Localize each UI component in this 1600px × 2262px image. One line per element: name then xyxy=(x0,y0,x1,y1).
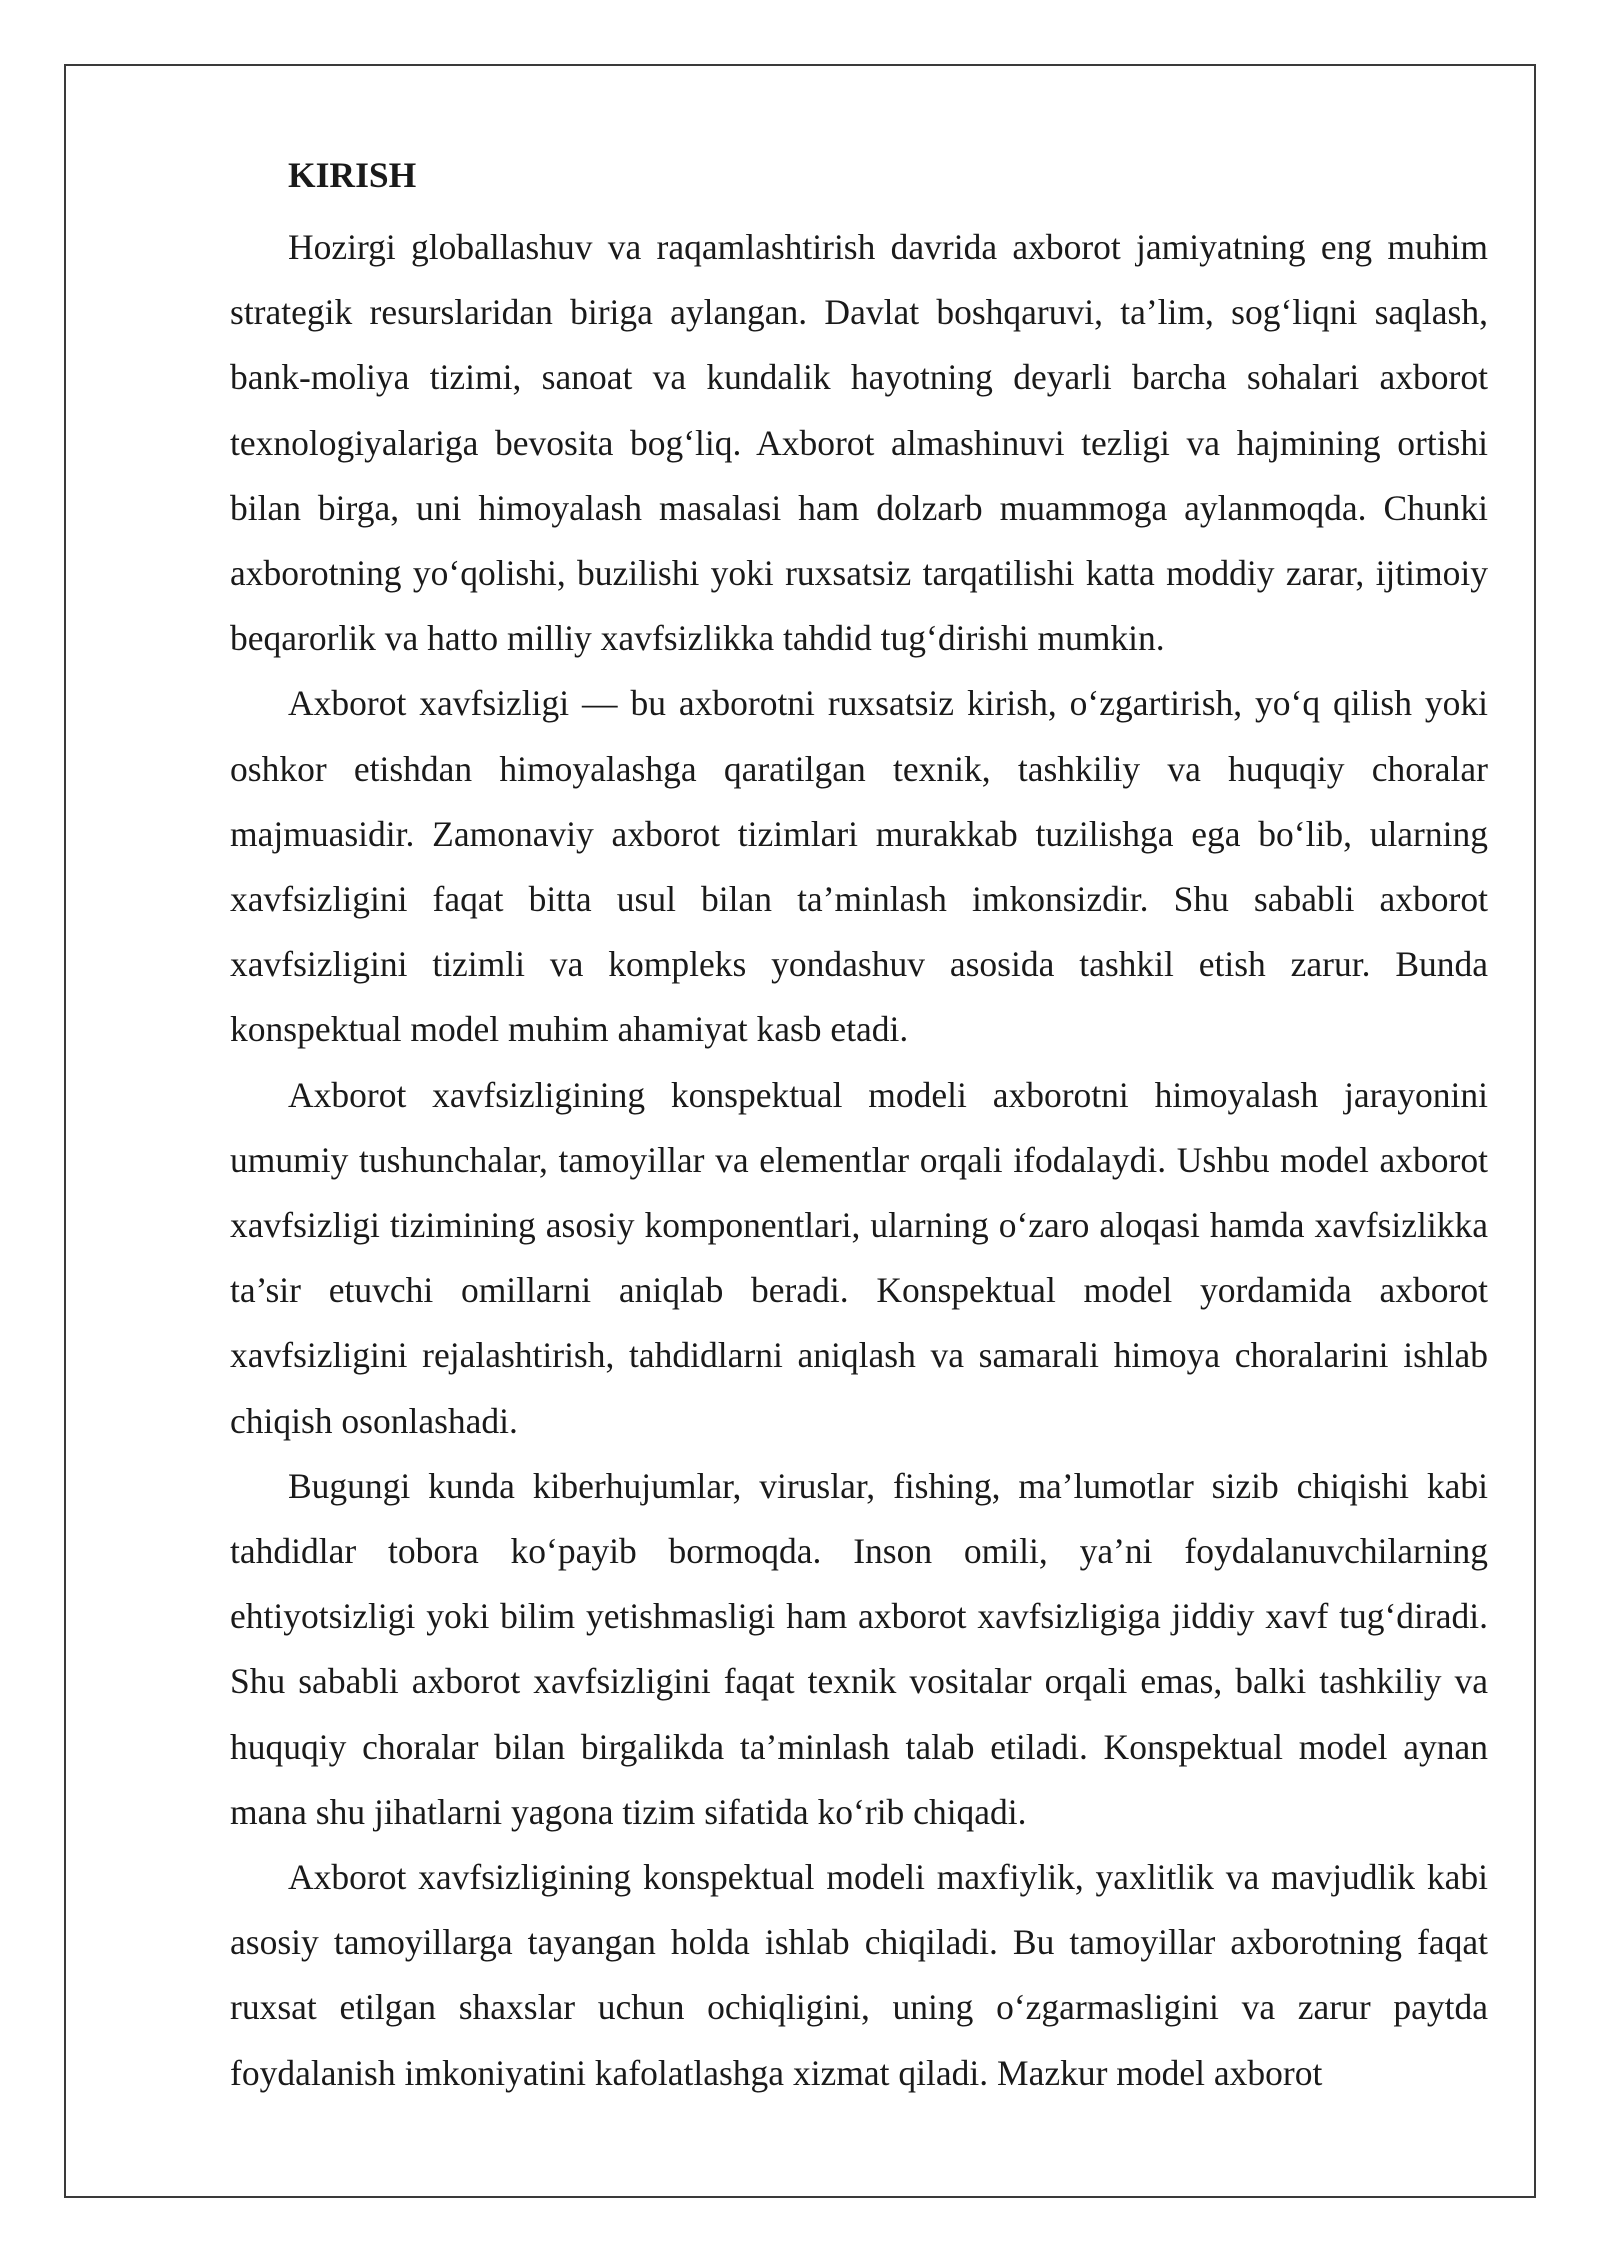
paragraph-1: Hozirgi globallashuv va raqamlashtirish davrida axborot jamiyatning eng muhim strategik resurslaridan biriga aylangan. Davlat boshqaruvi, ta’lim, sog‘liqni saqlash, bank-moliya tizimi, sanoat va kundalik hayotning deyarli barcha sohalari axborot texnologiyalariga bevosita bog‘liq. Axborot almashinuvi tezligi va hajmining ortishi bilan birga, uni himoyalash masalasi ham dolzarb muammoga aylanmoqda. Chunki axborotning yo‘qolishi, buzilishi yoki ruxsatsiz tarqatilishi katta moddiy zarar, ijtimoiy beqarorlik va hatto milliy xavfsizlikka tahdid tug‘dirishi mumkin. xyxy=(230,227,1488,659)
paragraph-2: Axborot xavfsizligi — bu axborotni ruxsatsiz kirish, o‘zgartirish, yo‘q qilish yoki oshkor etishdan himoyalashga qaratilgan texnik, tashkiliy va huquqiy choralar majmuasidir. Zamonaviy axborot tizimlari murakkab tuzilishga ega bo‘lib, ularning xavfsizligini faqat bitta usul bilan ta’minlash imkonsizdir. Shu sababli axborot xavfsizligini tizimli va kompleks yondashuv asosida tashkil etish zarur. Bunda konspektual model muhim ahamiyat kasb etadi. xyxy=(230,683,1488,1050)
paragraph-3: Axborot xavfsizligining konspektual modeli axborotni himoyalash jarayonini umumiy tushunchalar, tamoyillar va elementlar orqali ifodalaydi. Ushbu model axborot xavfsizligi tizimining asosiy komponentlari, ularning o‘zaro aloqasi hamda xavfsizlikka ta’sir etuvchi omillarni aniqlab beradi. Konspektual model yordamida axborot xavfsizligini rejalashtirish, tahdidlarni aniqlash va samarali himoya choralarini ishlab chiqish osonlashadi. xyxy=(230,1074,1488,1441)
section-heading: KIRISH xyxy=(288,155,417,195)
paragraph-5: Axborot xavfsizligining konspektual modeli maxfiylik, yaxlitlik va mavjudlik kabi asosiy tamoyillarga tayangan holda ishlab chiqiladi. Bu tamoyillar axborotning faqat ruxsat etilgan shaxslar uchun ochiqligini, uning o‘zgarmasligini va zarur paytda foydalanish imkoniyatini kafolatlashga xizmat qiladi. Mazkur model axborot xyxy=(230,1857,1488,2093)
document-body xyxy=(230,150,1488,2106)
paragraph-4: Bugungi kunda kiberhujumlar, viruslar, fishing, ma’lumotlar sizib chiqishi kabi tahdidlar tobora ko‘payib bormoqda. Inson omili, ya’ni foydalanuvchilarning ehtiyotsizligi yoki bilim yetishmasligi ham axborot xavfsizligiga jiddiy xavf tug‘diradi. Shu sababli axborot xavfsizligini faqat texnik vositalar orqali emas, balki tashkiliy va huquqiy choralar bilan birgalikda ta’minlash talab etiladi. Konspektual model aynan mana shu jihatlarni yagona tizim sifatida ko‘rib chiqadi. xyxy=(230,1465,1488,1832)
